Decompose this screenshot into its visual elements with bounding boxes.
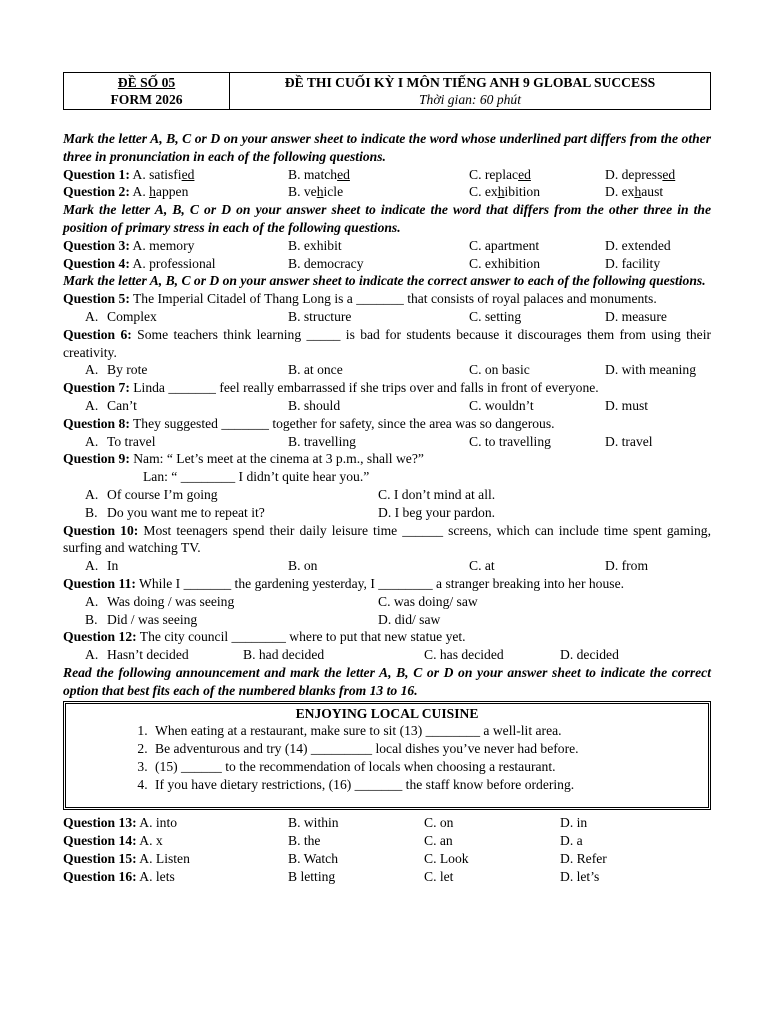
- question-13: [63, 814, 711, 832]
- option-a: A. memory: [132, 237, 195, 253]
- option-b: Did / was seeing: [107, 611, 198, 627]
- underlined-part: h: [497, 184, 505, 200]
- option-b: B. democracy: [288, 255, 364, 271]
- announcement-box: [63, 701, 711, 811]
- option-d: D. did/ saw: [378, 611, 441, 627]
- option-a: Was doing / was seeing: [107, 593, 235, 609]
- option-c-rest: ibition: [504, 184, 540, 200]
- option-a: A. Listen: [136, 851, 190, 867]
- option-c: C. exhibition: [469, 255, 540, 271]
- question-8: [63, 415, 711, 433]
- option-d: D. travel: [605, 433, 653, 449]
- option-a: A. satisfi: [132, 166, 182, 182]
- option-b: B. had decided: [243, 647, 325, 663]
- option-b: B. the: [288, 833, 321, 849]
- exam-time: Thời gian: 60 phút: [418, 92, 522, 107]
- question-text: Nam: “ Let’s meet at the cinema at 3 p.m., shall we?”: [129, 451, 424, 467]
- option-d: D. a: [560, 833, 583, 849]
- option-c: C. let: [424, 868, 454, 884]
- option-b: B. Watch: [288, 851, 339, 867]
- question-2: [63, 183, 711, 201]
- option-c: C. setting: [469, 308, 522, 324]
- question-label: Question 15:: [63, 851, 137, 867]
- question-label: Question 7:: [63, 380, 130, 396]
- question-14: [63, 832, 711, 850]
- option-d: D. from: [605, 558, 649, 574]
- question-label: Question 10:: [63, 522, 139, 538]
- option-a: To travel: [107, 433, 156, 449]
- option-a: A.: [132, 184, 150, 200]
- option-b: B. structure: [288, 308, 352, 324]
- underlined-part: h: [149, 184, 156, 200]
- question-11: [63, 575, 711, 593]
- option-letter: A.: [85, 433, 99, 449]
- option-d: D. Refer: [560, 851, 607, 867]
- option-c: C. ex: [469, 184, 498, 200]
- option-c: C. an: [424, 833, 453, 849]
- question-label: Question 12:: [63, 629, 137, 645]
- option-c: C. wouldn’t: [469, 397, 534, 413]
- option-b-rest: icle: [323, 184, 344, 200]
- question-6-options: [63, 361, 711, 379]
- question-1: [63, 166, 711, 184]
- announcement-item: 2. Be adventurous and try (14) _________ local dishes you’ve never had before.: [151, 740, 698, 758]
- option-letter: B.: [85, 611, 98, 627]
- question-10: [63, 522, 711, 558]
- option-letter: A.: [85, 362, 99, 378]
- announcement-item: 3. (15) ______ to the recommendation of locals when choosing a restaurant.: [151, 758, 698, 776]
- question-9-dialog-line: Lan: “ ________ I didn’t quite hear you.”: [143, 469, 370, 485]
- option-a: A. into: [136, 815, 178, 831]
- question-4: [63, 255, 711, 273]
- option-d: D. with meaning: [605, 362, 696, 378]
- question-label: Question 8:: [63, 415, 130, 431]
- section1-instruction: Mark the letter A, B, C or D on your answer sheet to indicate the word whose underlined part differs from the other three in pronunciation in each of the following questions.: [63, 131, 711, 164]
- option-a: A. lets: [136, 868, 175, 884]
- question-text: The city council ________ where to put that new statue yet.: [136, 629, 466, 645]
- option-b: B letting: [288, 868, 336, 884]
- question-10-options: [63, 557, 711, 575]
- option-letter: A.: [85, 308, 99, 324]
- exam-title: ĐỀ THI CUỐI KỲ I MÔN TIẾNG ANH 9 GLOBAL SUCCESS: [284, 75, 656, 90]
- option-d: D. decided: [560, 647, 619, 663]
- option-c: C. at: [469, 558, 495, 574]
- underlined-part: ed: [518, 166, 531, 182]
- question-label: Question 2:: [63, 184, 130, 200]
- option-d: D. measure: [605, 308, 667, 324]
- option-c: C. I don’t mind at all.: [378, 486, 496, 502]
- option-d: D. must: [605, 397, 649, 413]
- option-letter: A.: [85, 486, 99, 502]
- option-b: B. should: [288, 397, 341, 413]
- question-text: They suggested _______ together for safety, since the area was so dangerous.: [129, 415, 555, 431]
- option-letter: A.: [85, 647, 99, 663]
- section2-instruction: Mark the letter A, B, C or D on your answer sheet to indicate the word that differs from the other three in the position of primary stress in each of the following questions.: [63, 202, 711, 235]
- question-label: Question 11:: [63, 575, 136, 591]
- question-9-options-row2: [63, 504, 711, 522]
- question-16: [63, 868, 711, 886]
- question-15: [63, 850, 711, 868]
- question-label: Question 5:: [63, 291, 130, 307]
- option-d: D. depress: [605, 166, 663, 182]
- option-b: B. exhibit: [288, 237, 342, 253]
- underlined-part: ed: [662, 166, 676, 182]
- question-label: Question 9:: [63, 451, 130, 467]
- option-c: C. Look: [424, 851, 469, 867]
- underlined-part: h: [316, 184, 324, 200]
- announcement-title: ENJOYING LOCAL CUISINE: [295, 705, 479, 721]
- option-c: C. was doing/ saw: [378, 593, 478, 609]
- underlined-part: h: [634, 184, 642, 200]
- option-a: A. x: [136, 833, 163, 849]
- underlined-part: ed: [181, 166, 195, 182]
- exam-header: [63, 72, 711, 110]
- question-label: Question 16:: [63, 868, 137, 884]
- question-8-options: [63, 433, 711, 451]
- question-text: Linda _______ feel really embarrassed if she trips over and falls in front of everyone.: [129, 380, 599, 396]
- option-b: B. within: [288, 815, 339, 831]
- underlined-part: ed: [337, 166, 350, 182]
- exam-code: ĐỀ SỐ 05: [117, 75, 176, 90]
- section4-instruction: Read the following announcement and mark the letter A, B, C or D on your answer sheet to indicate the correct option that best fits each of the numbered blanks from 13 to 16.: [63, 664, 711, 698]
- section3-instruction: Mark the letter A, B, C or D on your answer sheet to indicate the correct answer to each of the following questions.: [63, 273, 706, 289]
- option-d: D. facility: [605, 255, 661, 271]
- question-6: [63, 326, 711, 362]
- option-c: C. on basic: [469, 362, 530, 378]
- question-5-options: [63, 308, 711, 326]
- question-label: Question 1:: [63, 166, 130, 182]
- question-text: Most teenagers spend their daily leisure time ______ screens, which can include time spent gaming, surfing and watching TV.: [63, 522, 712, 556]
- exam-title-cell: [230, 73, 710, 109]
- option-c: C. has decided: [424, 647, 504, 663]
- announcement-list: [76, 722, 698, 793]
- question-7-options: [63, 397, 711, 415]
- option-letter: A.: [85, 593, 99, 609]
- option-d: D. let’s: [560, 868, 600, 884]
- question-11-options-row2: [63, 611, 711, 629]
- option-b: B. match: [288, 166, 338, 182]
- announcement-item: 4. If you have dietary restrictions, (16) _______ the staff know before ordering.: [151, 776, 698, 794]
- question-label: Question 4:: [63, 255, 130, 271]
- question-text: The Imperial Citadel of Thang Long is a _______ that consists of royal palaces and monuments.: [129, 291, 657, 307]
- option-d-rest: aust: [641, 184, 664, 200]
- option-a: Complex: [107, 308, 157, 324]
- option-a: Can’t: [107, 397, 137, 413]
- option-d: D. I beg your pardon.: [378, 504, 496, 520]
- question-label: Question 6:: [63, 326, 132, 342]
- option-c: C. apartment: [469, 237, 540, 253]
- option-c: C. replac: [469, 166, 519, 182]
- exam-form: FORM 2026: [110, 92, 183, 107]
- option-letter: A.: [85, 397, 99, 413]
- question-text: While I _______ the gardening yesterday, I ________ a stranger breaking into her house.: [135, 575, 624, 591]
- option-a: By rote: [107, 362, 148, 378]
- option-a: Of course I’m going: [107, 486, 218, 502]
- question-9: [63, 450, 711, 468]
- option-b: B. on: [288, 558, 318, 574]
- option-d: D. extended: [605, 237, 671, 253]
- option-d: D. in: [560, 815, 588, 831]
- option-letter: A.: [85, 558, 99, 574]
- exam-page: [63, 72, 711, 886]
- option-b: B. at once: [288, 362, 343, 378]
- question-12-options: [63, 646, 711, 664]
- question-11-options-row1: [63, 593, 711, 611]
- option-a: A. professional: [132, 255, 216, 271]
- question-5: [63, 290, 711, 308]
- option-a-rest: appen: [155, 184, 189, 200]
- question-3: [63, 237, 711, 255]
- question-7: [63, 379, 711, 397]
- option-c: C. on: [424, 815, 454, 831]
- option-b: Do you want me to repeat it?: [107, 504, 265, 520]
- announcement-item: 1. When eating at a restaurant, make sure to sit (13) ________ a well-lit area.: [151, 722, 698, 740]
- option-c: C. to travelling: [469, 433, 551, 449]
- option-a: Hasn’t decided: [107, 647, 189, 663]
- question-text: Some teachers think learning _____ is bad for students because it discourages them from using their creativity.: [63, 326, 712, 360]
- question-label: Question 3:: [63, 237, 130, 253]
- question-label: Question 13:: [63, 815, 137, 831]
- option-b: B. ve: [288, 184, 317, 200]
- option-b: B. travelling: [288, 433, 356, 449]
- question-label: Question 14:: [63, 833, 137, 849]
- question-12: [63, 628, 711, 646]
- option-letter: B.: [85, 504, 98, 520]
- option-a: In: [107, 558, 119, 574]
- exam-code-cell: [64, 73, 230, 109]
- question-9-options-row1: [63, 486, 711, 504]
- option-d: D. ex: [605, 184, 635, 200]
